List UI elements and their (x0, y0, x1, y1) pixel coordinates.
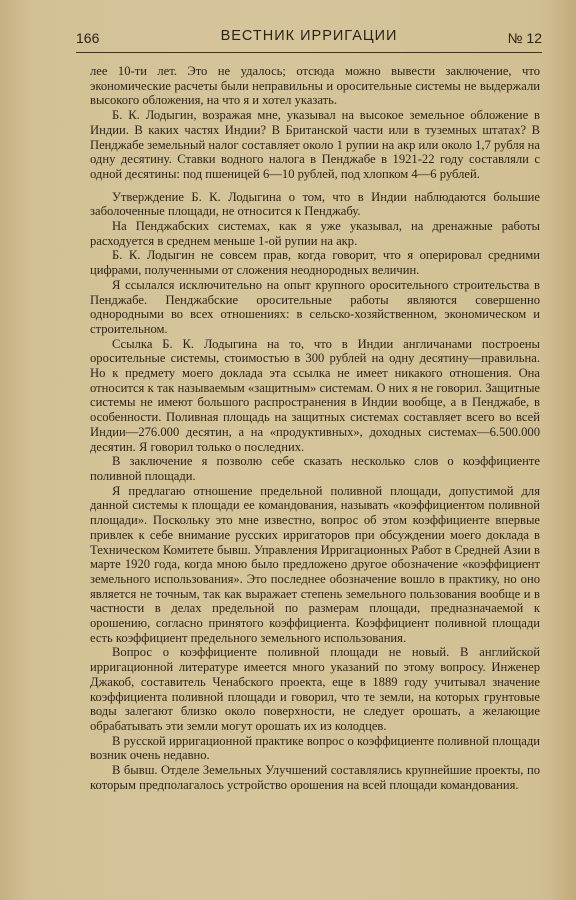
issue-number: № 12 (507, 30, 542, 46)
paragraph: Я предлагаю отношение предельной поливной площади, допустимой для данной системы к площади ее командования, называть «коэффициентом поливной площади». Поскольку это мне известно, вопрос об этом коэффициенте впервые привлек к себе внимание русских ирригаторов при обсуждении моего доклада в Техническом Комитете бывш. Управления Ирригационных Работ в Средней Азии в марте 1920 года, когда мною было предложено другое обозначение «коэффициент земельного использования». Это последнее обозначение вошло в практику, но оно является не точным, так как выражает степень земельного пользования вообще и в частности в делах предельной по размерам площади, предназначаемой к орошению, согласно принятого коэффициента. Коэффициент поливной площади есть коэффициент предельного земельного использования. (90, 483, 540, 645)
paragraph: В русской ирригационной практике вопрос о коэффициенте поливной площади возник очень недавно. (90, 733, 540, 763)
paragraph: В заключение я позволю себе сказать несколько слов о коэффициенте поливной площади. (90, 454, 540, 483)
article-body (90, 64, 540, 792)
journal-title: ВЕСТНИК ИРРИГАЦИИ (220, 28, 398, 44)
paragraph-continuation: лее 10-ти лет. Это не удалось; отсюда можно вывести заключение, что экономические расчеты были неправильны и оросительные системы не выдержали высокого обложения, на что я и хотел указать. (90, 64, 540, 108)
paragraph: Б. К. Лодыгин, возражая мне, указывал на высокое земельное обложение в Индии. В каких частях Индии? В Британской части или в туземных штатах? В Пенджабе земельный налог составляет около 1 рупии на акр или около 1,7 рубля на одну десятину. Ставки водного налога в Пенджабе в 1921-22 году составляли с одной десятины: под пшеницей 6—10 рублей, под хлопком 4—6 рублей. (90, 108, 540, 181)
paragraph: Я ссылался исключительно на опыт крупного оросительного строительства в Пенджабе. Пенджабские оросительные работы являются совершенно однородными во всех отношениях: в сельско-хозяйственном, экономическом и строительном. (90, 277, 540, 336)
paragraph: Ссылка Б. К. Лодыгина на то, что в Индии англичанами построены оросительные системы, стоимостью в 300 рублей на одну десятину—правильна. Но к предмету моего доклада эта ссылка не имеет никакого отношения. Она относится к так называемым «защитным» системам. О них я не говорил. Защитные системы не имеют большого распространения в Индии вообще, а в Пенджабе, в особенности. Поливная площадь на защитных системах составляет всего во всей Индии—276.000 десятин, а на «продуктивных», доходных системах—6.500.000 десятин. Я говорил только о последних. (90, 336, 540, 454)
paragraph: Утверждение Б. К. Лодыгина о том, что в Индии наблюдаются большие заболоченные площади, не относится к Пенджабу. (90, 189, 540, 219)
paragraph: На Пенджабских системах, как я уже указывал, на дренажные работы расходуется в среднем меньше 1-ой рупии на акр. (90, 219, 540, 248)
paragraph: Вопрос о коэффициенте поливной площади не новый. В английской ирригационной литературе имеется много указаний по этому вопросу. Инженер Джакоб, составитель Ченабского проекта, еще в 1889 году учитывал значение коэффициента поливной площади и говорил, что те земли, на которых грунтовые воды залегают близко около поверхности, не следует орошать, а желающие обрабатывать эти земли могут орошать их из колодцев. (90, 645, 540, 733)
paragraph: Б. К. Лодыгин не совсем прав, когда говорит, что я оперировал средними цифрами, полученными от сложения неоднородных величин. (90, 248, 540, 278)
page-number: 166 (76, 30, 100, 46)
running-header (76, 26, 542, 53)
paragraph: В бывш. Отделе Земельных Улучшений составлялись крупнейшие проекты, по которым предполагалось устройство орошения на всей площади командования. (90, 763, 540, 792)
